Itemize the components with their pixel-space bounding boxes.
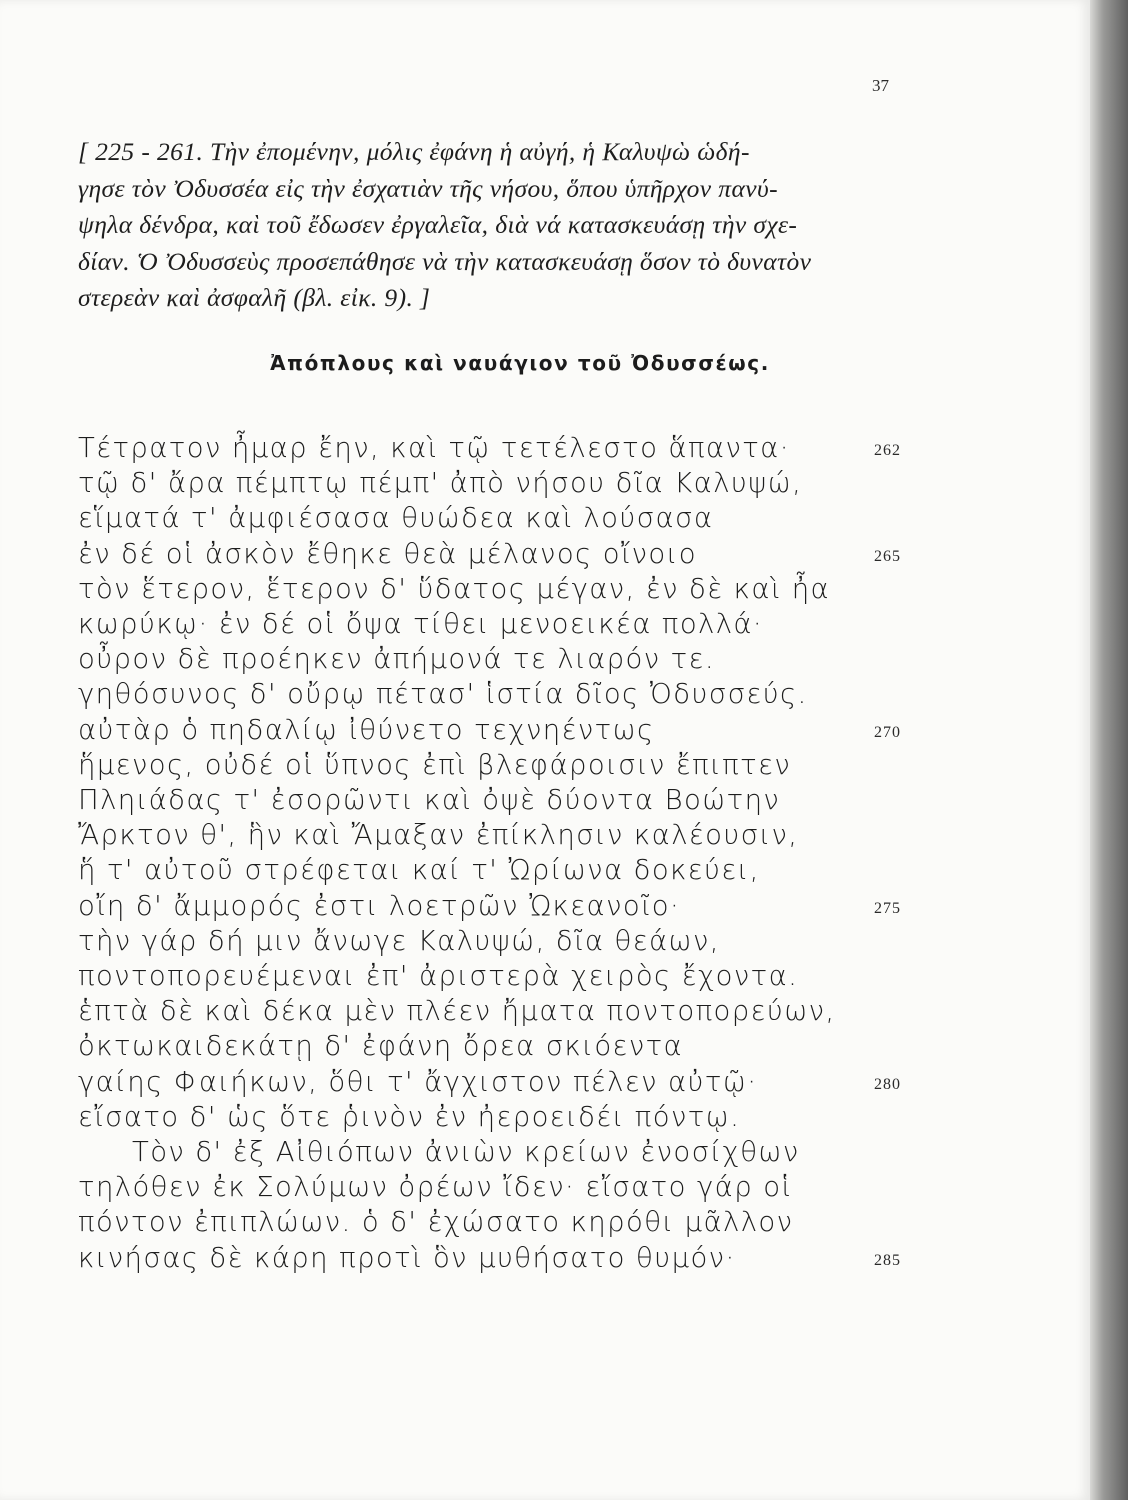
verse-line: τηλόθεν ἐκ Σολύμων ὀρέων ἴδεν· εἴσατο γάρ οἱ [78,1171,793,1204]
summary-line: στερεὰν καὶ ἀσφαλῆ (βλ. εἰκ. 9). ] [78,283,431,312]
verse-line: ἐν δέ οἱ ἀσκὸν ἔθηκε θεὰ μέλανος οἴνοιο [78,537,697,570]
verse-line: κωρύκῳ· ἐν δέ οἱ ὄψα τίθει μενοεικέα πολλά· [78,608,764,640]
verse-line: ὀκτωκαιδεκάτῃ δ' ἐφάνη ὄρεα σκιόεντα [78,1030,684,1063]
verse-line: ἥ τ' αὐτοῦ στρέφεται καί τ' Ὠρίωνα δοκεύει, [78,854,760,887]
verse-line: Τὸν δ' ἐξ Αἰθιόπων ἀνιὼν κρείων ἐνοσίχθων [132,1136,800,1168]
verse-line: οὖρον δὲ προέηκεν ἀπήμονά τε λιαρόν τε. [78,643,716,676]
verse-line: ἑπτὰ δὲ καὶ δέκα μὲν πλέεν ἤματα ποντοπορεύων, [78,995,836,1028]
verse-line: γαίης Φαιήκων, ὅθι τ' ἄγχιστον πέλεν αὐτῷ· [78,1065,758,1098]
line-number: 265 [874,547,901,565]
verse-line: οἴη δ' ἄμμορός ἐστι λοετρῶν Ὠκεανοῖο· [78,889,681,922]
summary-line: [ 225 - 261. Τὴν ἐπομένην, μόλις ἐφάνη ἡ αὐγή, ἡ Καλυψὼ ὡδή- [78,137,750,166]
verse-line: ποντοπορευέμεναι ἐπ' ἀριστερὰ χειρὸς ἔχοντα. [78,960,799,992]
verse-line: πόντον ἐπιπλώων. ὁ δ' ἐχώσατο κηρόθι μᾶλλον [78,1206,794,1239]
summary-line: γησε τὸν Ὀδυσσέα εἰς τὴν ἐσχατιὰν τῆς νήσου, ὅπου ὑπῆρχον πανύ- [78,173,778,203]
section-title: Ἀπόπλους καὶ ναυάγιον τοῦ Ὀδυσσέως. [270,351,770,375]
scan-edge [1090,0,1128,1500]
verse-line: τῷ δ' ἄρα πέμπτῳ πέμπ' ἀπὸ νήσου δῖα Καλυψώ, [78,467,803,500]
summary-line: ψηλα δένδρα, καὶ τοῦ ἔδωσεν ἐργαλεῖα, διὰ νά κατασκευάσῃ τὴν σχε- [78,210,798,239]
verse-line: γηθόσυνος δ' οὔρῳ πέτασ' ἱστία δῖος Ὀδυσσεύς. [78,678,808,711]
verse-line: Τέτρατον ἦμαρ ἔην, καὶ τῷ τετέλεστο ἅπαντα· [78,432,790,464]
summary-line: δίαν. Ὁ Ὀδυσσεὺς προσεπάθησε νὰ τὴν κατασκευάσῃ ὅσον τὸ δυνατὸν [78,246,812,276]
line-number: 285 [874,1251,901,1269]
verse-line: κινήσας δὲ κάρη προτὶ ὃν μυθήσατο θυμόν· [78,1241,736,1274]
line-number: 275 [874,899,901,917]
verse-line: τὴν γάρ δή μιν ἄνωγε Καλυψώ, δῖα θεάων, [78,924,720,957]
verse-line: Πληιάδας τ' ἐσορῶντι καὶ ὀψὲ δύοντα Βοώτην [78,784,781,816]
page-number: 37 [872,76,889,95]
verse-line: εἴσατο δ' ὡς ὅτε ῥινὸν ἐν ἠεροειδέι πόντῳ. [78,1100,741,1133]
verse-line: Ἄρκτον θ', ἣν καὶ Ἄμαξαν ἐπίκλησιν καλέουσιν, [78,819,799,852]
summary-paragraph [78,134,928,317]
verse-line: αὐτὰρ ὁ πηδαλίῳ ἰθύνετο τεχνηέντως [78,713,655,746]
verse-line: τὸν ἕτερον, ἕτερον δ' ὕδατος μέγαν, ἐν δὲ καὶ ἦα [78,572,831,605]
verse-line: ἥμενος, οὐδέ οἱ ὕπνος ἐπὶ βλεφάροισιν ἔπιπτεν [78,748,792,781]
line-number: 262 [874,442,901,459]
line-number: 270 [874,723,901,741]
line-number: 280 [874,1075,901,1093]
verse-line: εἵματά τ' ἀμφιέσασα θυώδεα καὶ λούσασα [78,502,714,535]
